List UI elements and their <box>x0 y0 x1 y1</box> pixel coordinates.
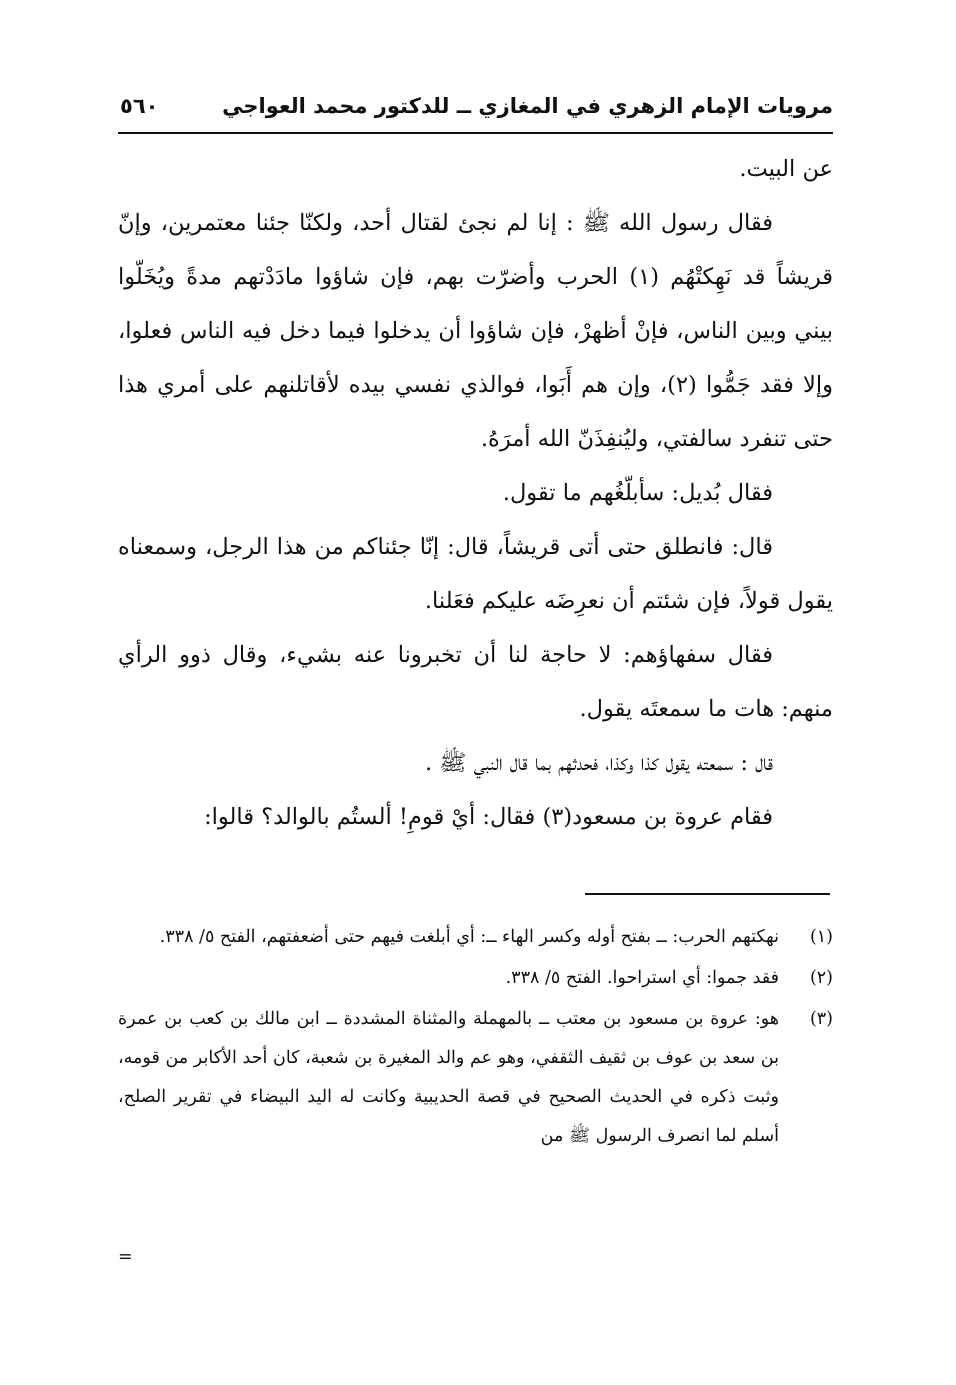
footnote-text: نهكتهم الحرب: ــ بفتح أوله وكسر الهاء ــ: أي أبلغت فيهم حتى أضعفتهم، الفتح ٥/ ٣٣٨. <box>159 927 779 947</box>
paragraph: قال: فانطلق حتى أتى قريشاً، قال: إنّا جئناكم من هذا الرجل، وسمعناه يقول قولاً، فإن شئتم أن نعرِضَه عليكم فعَلنا. <box>118 534 833 614</box>
footnote <box>118 959 833 998</box>
footnote-number: (٢) <box>809 968 833 988</box>
footnote-text: هو: عروة بن مسعود بن معتب ــ بالمهملة والمثناة المشددة ــ ابن مالك بن كعب بن عمرة بن سعد بن عوف بن ثقيف الثقفي، وهو عم والد المغيرة بن شعبة، كان أحد الأكابر من قومه، وثبت ذكره في الحديث الصحيح في قصة الحديبية وكانت له اليد البيضاء في تقرير الصلح، أسلم لما انصرف الرسول ﷺ من <box>118 1009 779 1146</box>
paragraph: عن البيت. <box>739 156 833 182</box>
paragraph: فقال سفهاؤهم: لا حاجة لنا أن تخبرونا عنه بشيء، وقال ذوو الرأي منهم: هات ما سمعتَه يقول. <box>118 642 833 722</box>
paragraph: فقال رسول الله ﷺ : إنا لم نجئ لقتال أحد، ولكنّا جئنا معتمرين، وإنّ قريشاً قد نَهِكتْهُم (١) الحرب وأضرّت بهم، فإن شاؤوا مادَدْتهم مدةً ويُخَلّوا بيني وبين الناس، فإنْ أظهرْ، فإن شاؤوا أن يدخلوا فيما دخل فيه الناس فعلوا، وإلا فقد جَمُّوا (٢)، وإن هم أَبَوا، فوالذي نفسي بيده لأقاتلنهم على أمري هذا حتى تنفرد سالفتي، وليُنفِذَنّ الله أمرَهُ. <box>118 210 834 452</box>
continuation-mark: = <box>118 1247 133 1267</box>
paragraph: قال : سمعته يقول كذا وكذا، فحدثهم بما قال النبي ﷺ . <box>424 750 773 776</box>
paragraph: فقام عروة بن مسعود(٣) فقال: أيْ قومِ! ألستُم بالوالد؟ قالوا: <box>204 804 773 830</box>
footnote <box>118 918 833 957</box>
footnote-text: فقد جموا: أي استراحوا. الفتح ٥/ ٣٣٨. <box>505 968 779 988</box>
footnote-number: (١) <box>809 927 833 947</box>
paragraph: فقال بُديل: سأبلّغُهم ما تقول. <box>502 480 773 506</box>
running-header <box>118 92 833 134</box>
main-text <box>118 142 833 844</box>
page-number: ٥٦٠ <box>120 94 159 118</box>
footnote-separator <box>585 893 830 895</box>
footnotes <box>118 918 833 1158</box>
book-title: مرويات الإمام الزهري في المغازي ــ للدكتور محمد العواجي <box>222 94 833 118</box>
footnote <box>118 1000 833 1156</box>
footnote-number: (٣) <box>809 1009 833 1029</box>
